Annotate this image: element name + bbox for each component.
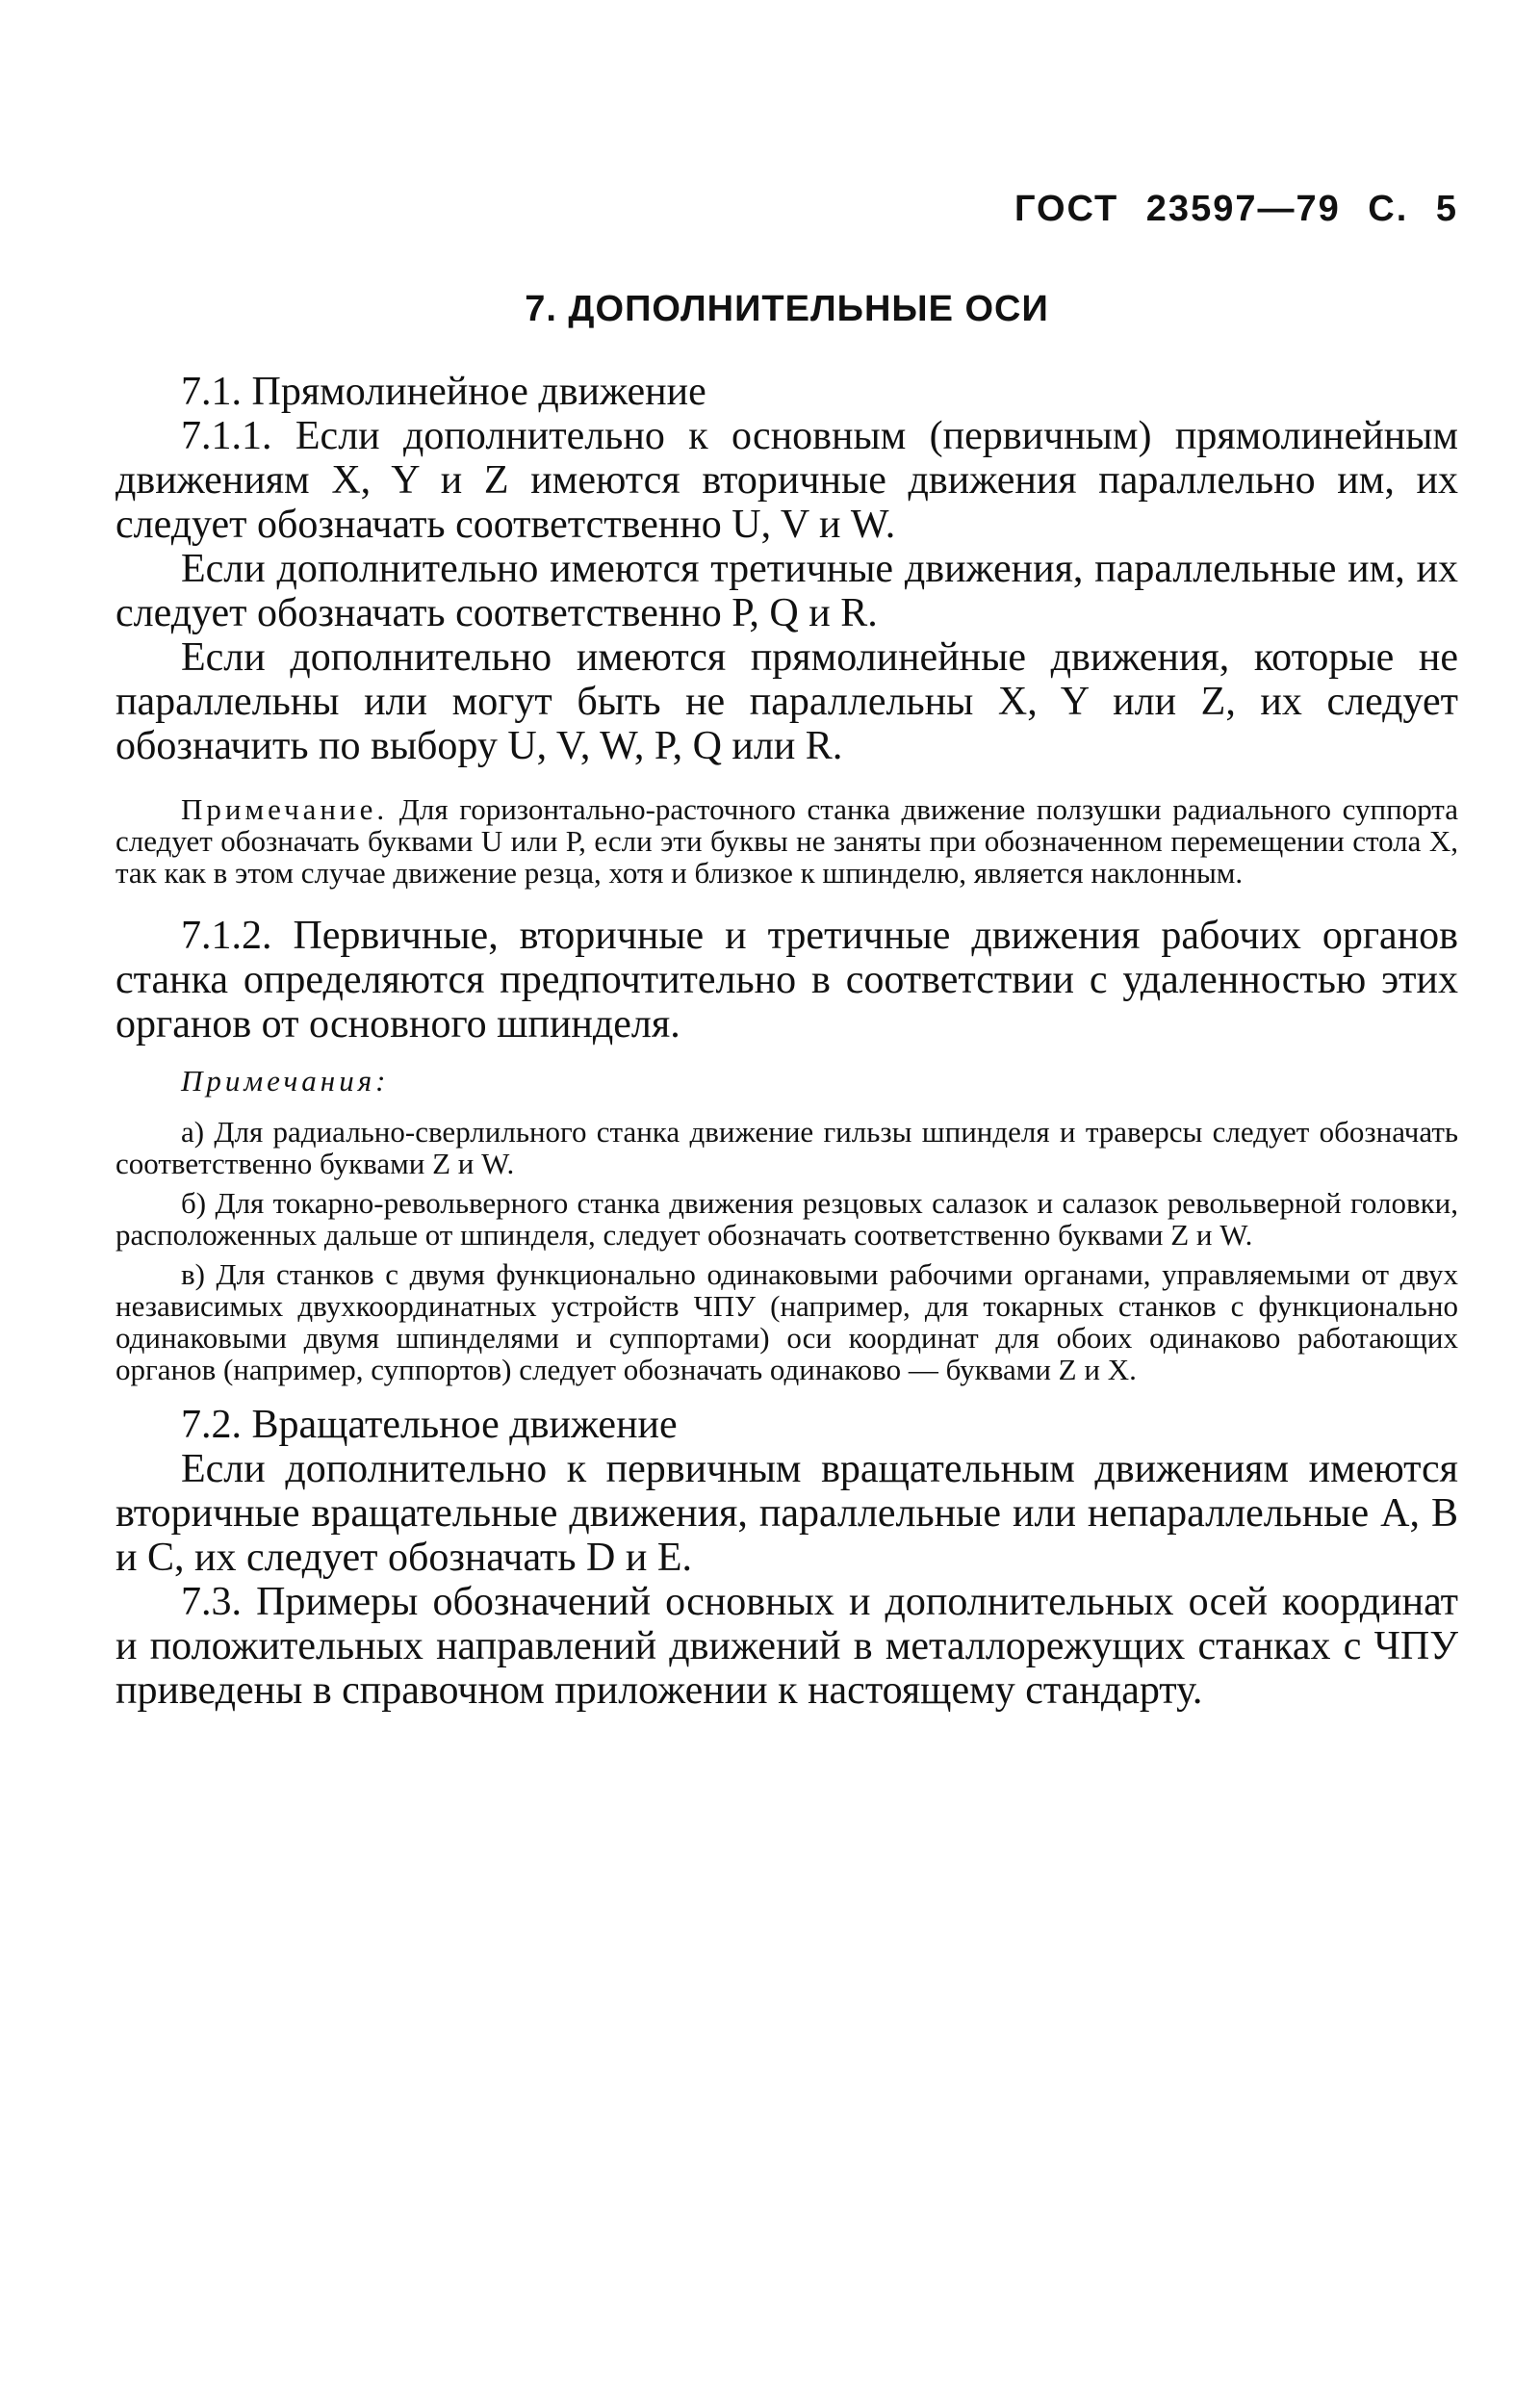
subsection-7-1-heading: 7.1. Прямолинейное движение — [181, 370, 706, 414]
document-body — [116, 370, 1458, 1713]
paragraph-7-1-1: 7.1.1. Если дополнительно к основным (первичным) прямолинейным движениям X, Y и Z имеются вторичные движения параллельно им, их следует обозначать соответственно U, V и W. — [116, 414, 1458, 547]
paragraph-7-1-1-nonparallel: Если дополнительно имеются прямолинейные движения, которые не параллельны или могут быть не параллельны X, Y или Z, их следует обозначить по выбору U, V, W, P, Q или R. — [116, 635, 1458, 768]
note-label: Примечание. — [181, 792, 389, 826]
paragraph-7-2: Если дополнительно к первичным вращательным движениям имеются вторичные вращательные движения, параллельные или непараллельные А, В и С, их следует обозначать D и Е. — [116, 1447, 1458, 1580]
note-c: в) Для станков с двумя функционально одинаковыми рабочими органами, управляемыми от двух независимых двухкоординатных устройств ЧПУ (например, для токарных станков с функционально одинаковыми двумя шпинделями и суппортами) оси координат для обоих одинаково работающих органов (например, суппортов) следует обозначать одинаково — буквами Z и X. — [116, 1257, 1458, 1386]
note-text: Для горизонтально-расточного станка движение ползушки радиального суппорта следует обозначать буквами U или Р, если эти буквы не заняты при обозначенном перемещении стола X, так как в этом случае движение резца, хотя и близкое к шпинделю, является наклонным. — [116, 792, 1458, 890]
paragraph-7-3: 7.3. Примеры обозначений основных и дополнительных осей координат и положительных направлений движений в металлорежущих станках с ЧПУ приведены в справочном приложении к настоящему стандарту. — [116, 1580, 1458, 1713]
note-b: б) Для токарно-револьверного станка движения резцовых салазок и салазок револьверной головки, расположенных дальше от шпинделя, следует обозначать соответственно буквами Z и W. — [116, 1186, 1458, 1252]
subsection-7-2-heading: 7.2. Вращательное движение — [181, 1403, 678, 1447]
section-title: 7. ДОПОЛНИТЕЛЬНЫЕ ОСИ — [525, 289, 1049, 329]
paragraph-7-1-1-tertiary: Если дополнительно имеются третичные движения, параллельные им, их следует обозначать соответственно Р, Q и R. — [116, 547, 1458, 635]
page-header: ГОСТ 23597—79 С. 5 — [1014, 189, 1458, 229]
note-a: а) Для радиально-сверлильного станка движение гильзы шпинделя и траверсы следует обозначать соответственно буквами Z и W. — [116, 1115, 1458, 1180]
note-7-1-1 — [116, 793, 1458, 889]
paragraph-7-1-2: 7.1.2. Первичные, вторичные и третичные движения рабочих органов станка определяются предпочтительно в соответствии с удаленностью этих органов от основного шпинделя. — [116, 914, 1458, 1046]
notes-heading: Примечания: — [181, 1064, 390, 1098]
